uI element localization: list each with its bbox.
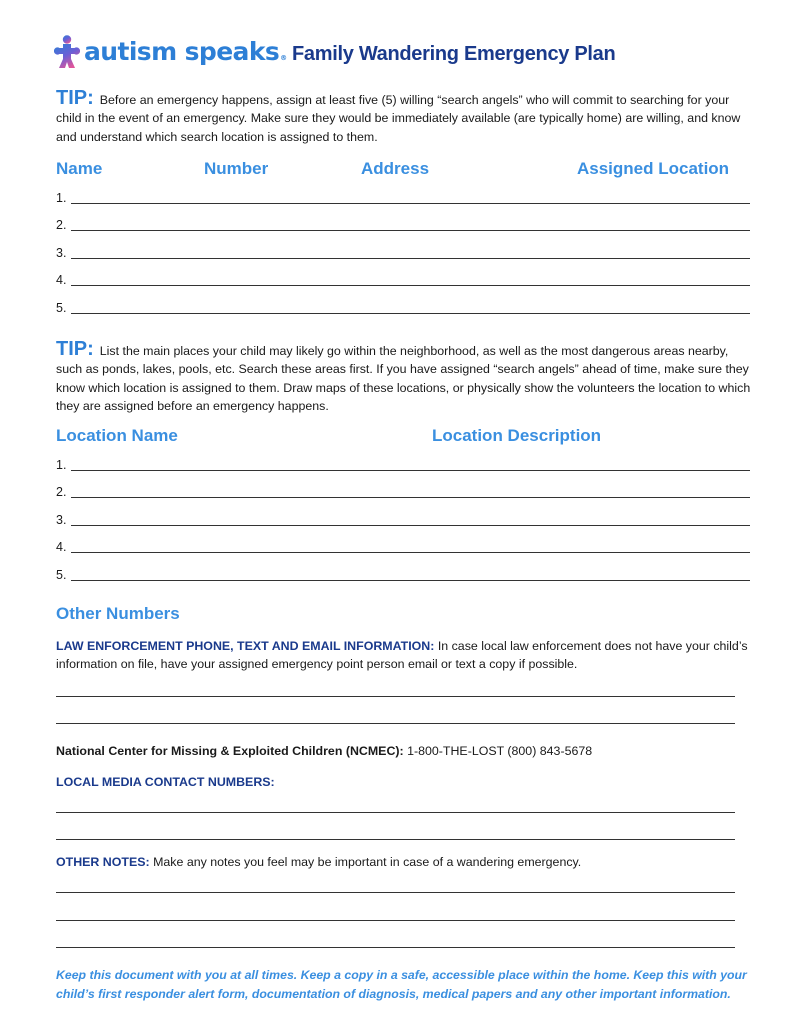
other-notes-line-3[interactable]: [56, 947, 735, 948]
law-enforcement-line-1[interactable]: [56, 696, 735, 697]
search-angel-line-2[interactable]: 2.: [56, 216, 750, 232]
location-line-5[interactable]: 5.: [56, 566, 750, 582]
other-notes-line-1[interactable]: [56, 892, 735, 893]
puzzle-piece-icon: [54, 35, 80, 69]
local-media-line-1[interactable]: [56, 812, 735, 813]
column-header-assigned-location: Assigned Location: [577, 159, 730, 178]
page-title: Family Wandering Emergency Plan: [292, 43, 616, 65]
column-header-address: Address: [361, 159, 430, 178]
column-header-location-name: Location Name: [56, 426, 178, 445]
search-angel-line-4[interactable]: 4.: [56, 271, 750, 287]
location-line-4[interactable]: 4.: [56, 538, 750, 554]
location-line-2[interactable]: 2.: [56, 483, 750, 499]
search-angel-line-3[interactable]: 3.: [56, 244, 750, 260]
column-header-number: Number: [204, 159, 269, 178]
ncmec-info: National Center for Missing & Exploited Children (NCMEC): 1-800-THE-LOST (800) 843-5678: [56, 744, 593, 758]
tip-label: TIP:: [56, 87, 94, 109]
local-media-line-2[interactable]: [56, 839, 735, 840]
autism-speaks-logo: [54, 34, 287, 70]
law-enforcement-info: LAW ENFORCEMENT PHONE, TEXT AND EMAIL INFORMATION: In case local law enforcement does not have your child’s information on file, have your assigned emergency point person email or text a copy if possible.: [56, 639, 748, 672]
tip-search-angels: [56, 89, 756, 146]
law-enforcement-line-2[interactable]: [56, 723, 735, 724]
location-line-3[interactable]: 3.: [56, 511, 750, 527]
tip-label: TIP:: [56, 338, 94, 360]
logo-wordmark: autism speaks®: [84, 37, 287, 66]
search-angel-line-5[interactable]: 5.: [56, 299, 750, 315]
other-notes-line-2[interactable]: [56, 920, 735, 921]
tip-locations: [56, 340, 756, 416]
other-numbers-heading: Other Numbers: [56, 604, 180, 623]
column-header-name: Name: [56, 159, 103, 178]
local-media-label: LOCAL MEDIA CONTACT NUMBERS:: [56, 775, 275, 789]
tip-text: List the main places your child may likely go within the neighborhood, as well as the most dangerous areas nearby, such as ponds, lakes, pools, etc. Search these areas first. If you have assigned “search angels” ahead of time, make sure they know which location is assigned to them. Draw maps of these locations, or physically show the volunteers the location to which they are assigned before an emergency happens.: [56, 344, 751, 414]
column-header-location-description: Location Description: [432, 426, 602, 445]
other-notes-info: OTHER NOTES: Make any notes you feel may be important in case of a wandering emergency.: [56, 855, 582, 869]
tip-text: Before an emergency happens, assign at least five (5) willing “search angels” who will commit to searching for your child in the event of an emergency. Make sure they would be immediately available (are typically home) are willing, and know and understand which search location is assigned to them.: [56, 93, 741, 144]
search-angel-line-1[interactable]: 1.: [56, 189, 750, 205]
footer-note: Keep this document with you at all times. Keep a copy in a safe, accessible place within the home. Keep this with your child’s first responder alert form, documentation of diagnosis, medical papers and any other important information.: [56, 968, 747, 1001]
location-line-1[interactable]: 1.: [56, 456, 750, 472]
